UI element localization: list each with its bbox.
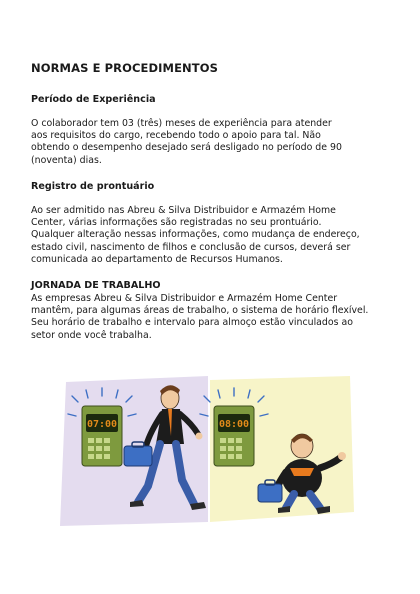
- paragraph-registro-prontuario: [31, 205, 403, 266]
- text-line: estado civil, nascimento de filhos e conclusão de cursos, deverá ser: [31, 241, 351, 253]
- section-heading-periodo-experiencia: Período de Experiência: [31, 94, 156, 105]
- text-line: Ao ser admitido nas Abreu & Silva Distribuidor e Armazém Home: [31, 205, 336, 216]
- clock-left-display: 07:00: [86, 419, 118, 430]
- clock-right-display: 08:00: [218, 419, 250, 430]
- paragraph-periodo-experiencia: [31, 118, 403, 167]
- briefcase-right-icon: [258, 484, 282, 502]
- paragraph-jornada-trabalho: [31, 293, 403, 342]
- text-line: Qualquer alteração nessas informações, como mudança de endereço,: [31, 229, 360, 241]
- text-line: mantêm, para algumas áreas de trabalho, o sistema de horário flexível.: [31, 305, 369, 317]
- text-line: aos requisitos do cargo, recebendo todo o apoio para tal. Não: [31, 130, 321, 142]
- text-line: (noventa) dias.: [31, 154, 102, 166]
- text-line: comunicada ao departamento de Recursos Humanos.: [31, 253, 283, 265]
- section-heading-jornada-trabalho: JORNADA DE TRABALHO: [31, 280, 161, 291]
- page-title: NORMAS E PROCEDIMENTOS: [31, 61, 218, 75]
- text-line: setor onde você trabalha.: [31, 329, 152, 341]
- illustration-time-clocks: [58, 376, 358, 526]
- text-line: Seu horário de trabalho e intervalo para almoço estão vinculados ao: [31, 317, 353, 329]
- briefcase-left-icon: [124, 446, 152, 466]
- text-line: Center, várias informações são registradas no seu prontuário.: [31, 217, 322, 229]
- text-line: obtendo o desempenho desejado será desligado no período de 90: [31, 142, 342, 154]
- text-line: O colaborador tem 03 (três) meses de experiência para atender: [31, 118, 332, 129]
- text-line: As empresas Abreu & Silva Distribuidor e Armazém Home Center: [31, 293, 338, 304]
- section-heading-registro-prontuario: Registro de prontuário: [31, 181, 155, 192]
